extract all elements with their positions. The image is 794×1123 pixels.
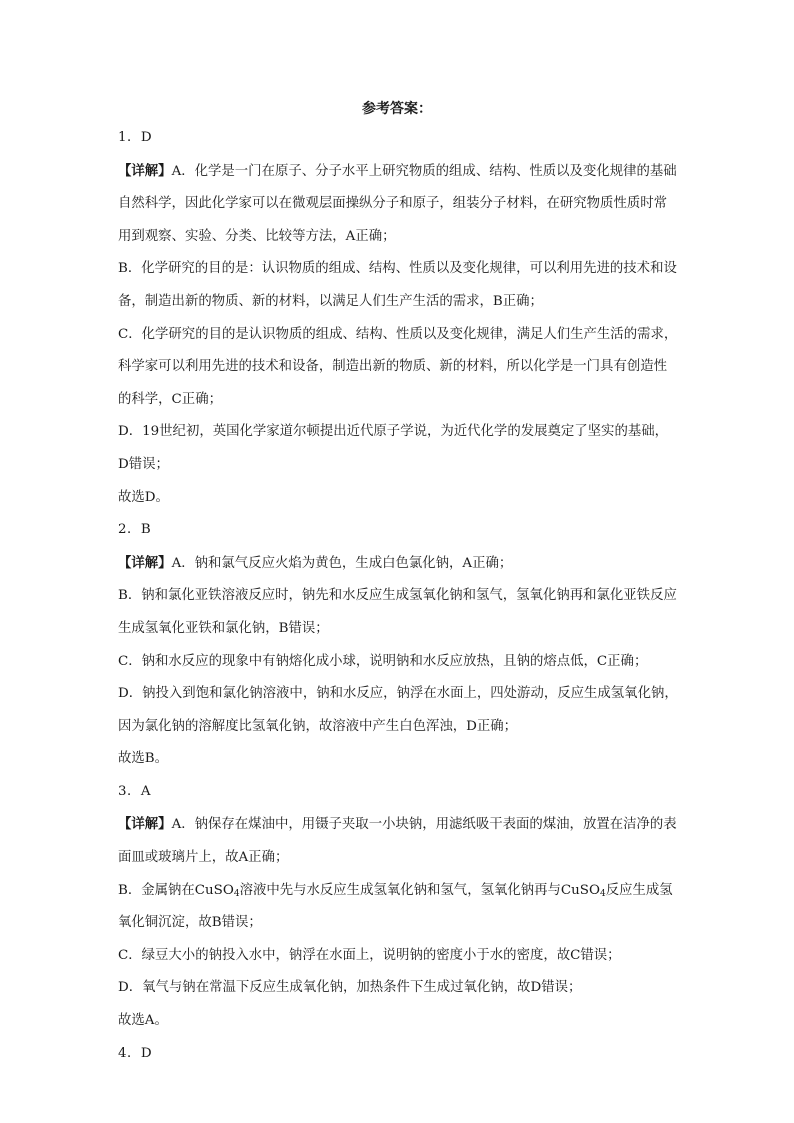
option-a-text: A．化学是一门在原子、分子水平上研究物质的组成、结构、性质以及变化规律的基础自然科学，因此化学家可以在微观层面操纵分子和原子，组装分子材料，在研究物质性质时常用到观察、实验、分类、比较等方法，A正确； xyxy=(118,163,677,244)
answer-2-conclusion: 故选B。 xyxy=(118,751,169,767)
subscript: 4 xyxy=(599,888,606,899)
answer-3-explanation-a xyxy=(118,808,678,874)
answer-2-number: 2．B xyxy=(118,522,152,538)
answer-3-explanation-b xyxy=(118,875,678,940)
answer-1-explanation-d: D．19世纪初，英国化学家道尔顿提出近代原子学说，为近代化学的发展奠定了坚实的基础，D错误； xyxy=(118,424,669,472)
explanation-label: 【详解】 xyxy=(118,816,172,833)
option-a-text: A．钠保存在煤油中，用镊子夹取一小块钠，用滤纸吸干表面的煤油，放置在洁净的表面皿或玻璃片上，故A正确； xyxy=(118,817,677,866)
answer-3-explanation-c: C．绿豆大小的钠投入水中，钠浮在水面上，说明钠的密度小于水的密度，故C错误； xyxy=(118,947,621,963)
answer-2-explanation-a xyxy=(118,547,678,581)
explanation-label: 【详解】 xyxy=(118,554,172,571)
subscript: 4 xyxy=(233,888,240,899)
answer-1-explanation-c: C．化学研究的目的是认识物质的组成、结构、性质以及变化规律，满足人们生产生活的需求，科学家可以利用先进的技术和设备，制造出新的物质、新的材料，所以化学是一门具有创造性的科学，C正确； xyxy=(118,326,678,407)
answer-2-explanation-c: C．钠和水反应的现象中有钠熔化成小球，说明钠和水反应放热，且钠的熔点低，C正确； xyxy=(118,653,648,669)
option-a-text: A．钠和氯气反应火焰为黄色，生成白色氯化钠，A正确； xyxy=(171,555,513,571)
answer-3-number: 3．A xyxy=(118,783,152,799)
option-b-text-part3: 反应生成氢氧化铜沉淀，故B错误； xyxy=(118,882,673,931)
answer-1-conclusion: 故选D。 xyxy=(118,489,169,505)
answer-3-conclusion: 故选A。 xyxy=(118,1013,168,1029)
answer-1-explanation-b: B．化学研究的目的是：认识物质的组成、结构、性质以及变化规律，可以利用先进的技术和设备，制造出新的物质、新的材料，以满足人们生产生活的需求，B正确； xyxy=(118,261,677,309)
explanation-label: 【详解】 xyxy=(118,162,172,179)
answer-3-explanation-d: D．氧气与钠在常温下反应生成氧化钠，加热条件下生成过氧化钠，故D错误； xyxy=(118,980,582,996)
option-b-text-part2: 溶液中先与水反应生成氢氧化钠和氢气，氢氧化钠再与CuSO xyxy=(239,882,600,898)
option-b-text-part1: B．金属钠在CuSO xyxy=(118,882,234,898)
page-title: 参考答案： xyxy=(362,101,432,117)
answer-4-number: 4．D xyxy=(118,1045,153,1061)
answer-2-explanation-b: B．钠和氯化亚铁溶液反应时，钠先和水反应生成氢氧化钠和氢气，氢氧化钠再和氯化亚铁反应生成氢氧化亚铁和氯化钠，B错误； xyxy=(118,588,677,636)
answer-1-number: 1．D xyxy=(118,130,153,145)
answer-content xyxy=(118,122,678,1070)
answer-1-explanation-a xyxy=(118,155,678,254)
answer-2-explanation-d: D．钠投入到饱和氯化钠溶液中，钠和水反应，钠浮在水面上，四处游动，反应生成氢氧化钠，因为氯化钠的溶解度比氢氧化钠，故溶液中产生白色浑浊，D正确； xyxy=(118,686,678,734)
